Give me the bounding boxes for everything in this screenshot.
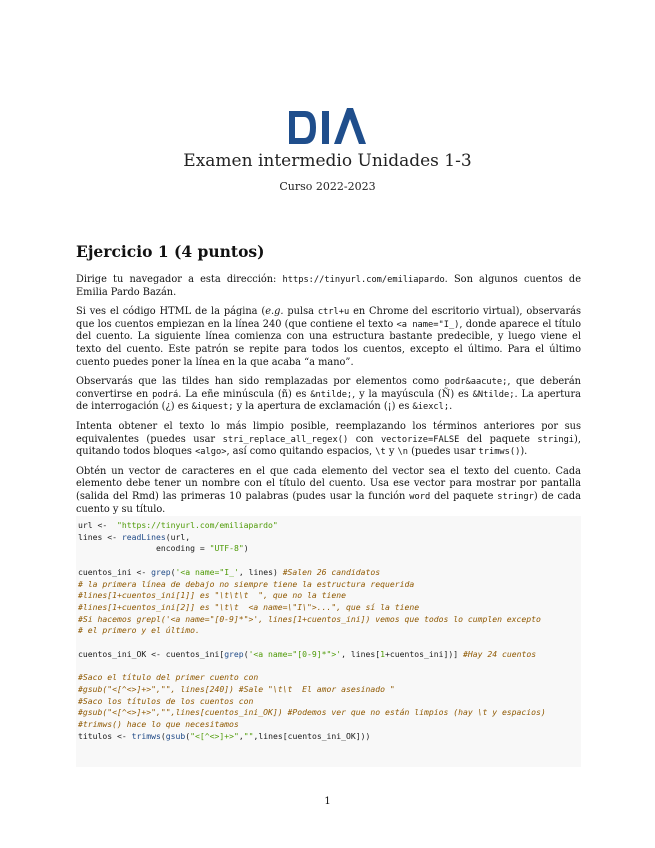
- document-subtitle: Curso 2022-2023: [279, 180, 376, 193]
- code-line: lines <- readLines(url,: [78, 531, 191, 542]
- code-comment: #trimws() hace lo que necesitamos: [78, 718, 239, 729]
- page-number: 1: [324, 796, 331, 807]
- code-block: [76, 516, 581, 767]
- code-comment: #Si hacemos grepl('<a name="[0-9]*">', lines[1+cuentos_ini]) vemos que todos lo cumplen excepto: [78, 613, 541, 624]
- code-line: titulos <- trimws(gsub("<[^<>]+>","",lines[cuentos_ini_OK])): [78, 730, 371, 741]
- code-comment: #lines[1+cuentos_ini[1]] es "\t\t\t ", que no la tiene: [78, 590, 347, 601]
- code-comment: #gsub("<[^<>]+>","",lines[cuentos_ini_OK]) #Podemos ver que no están limpios (hay \t y espacios): [78, 707, 546, 718]
- code-comment: #lines[1+cuentos_ini[2]] es "\t\t <a name=\"I\">...", que sí la tiene: [78, 601, 420, 612]
- exercise-body: [76, 274, 581, 523]
- url-link[interactable]: https://tinyurl.com/emiliapardo: [282, 275, 445, 285]
- code-comment: # el primero y el último.: [78, 625, 200, 636]
- code-line: url <- "https://tinyurl.com/emiliapardo": [78, 520, 278, 530]
- paragraph-5: Obtén un vector de caracteres en el que cada elemento del vector sea el texto del cuento. Cada elemento debe tener un nombre con el título del cuento. Usa ese vector para mostrar por pantalla (salida del Rmd) las primeras 10 palabras (pudes usar la función word del paquete stringr) de cada cuento y su título.: [76, 465, 581, 515]
- paragraph-1: Dirige tu navegador a esta dirección: https://tinyurl.com/emiliapardo. Son algunos cuentos de Emilia Pardo Bazán.: [76, 274, 582, 298]
- code-comment: # la primera línea de debajo no siempre tiene la estructura requerida: [78, 578, 415, 589]
- code-line: encoding = "UTF-8"): [78, 543, 249, 554]
- dia-logo: [289, 108, 366, 144]
- exercise-heading: Ejercicio 1 (4 puntos): [76, 242, 265, 261]
- paragraph-4: Intenta obtener el texto lo más limpio posible, reemplazando los términos anteriores por sus equivalentes (puedes usar stri_replace_all_regex() con vectorize=FALSE del paquete stringi), quitando todos bloques <algo>, así como quitando espacios, \t y \n (puedes usar trimws()).: [76, 420, 581, 458]
- code-comment: #Saco el título del primer cuento con: [78, 672, 259, 683]
- code-line: cuentos_ini_OK <- cuentos_ini[grep('<a name="[0-9]*">', lines[1+cuentos_ini])] #Hay 24 cuentos: [78, 648, 537, 659]
- code-comment: #Saco los títulos de los cuentos con: [78, 695, 254, 706]
- document-title: Examen intermedio Unidades 1-3: [183, 151, 472, 171]
- code-line: cuentos_ini <- grep('<a name="I_', lines) #Salen 26 candidatos: [78, 566, 381, 577]
- paragraph-3: Observarás que las tildes han sido remplazadas por elementos como podr&aacute;, que deberán convertirse en podrá. La eñe minúscula (ñ) es &ntilde;, y la mayúscula (Ñ) es &Ntilde;. La apertura de interrogación (¿) es &iquest; y la apertura de exclamación (¡) es &iexcl;.: [76, 376, 582, 413]
- paragraph-2: Si ves el código HTML de la página (e.g. pulsa ctrl+u en Chrome del escritorio virtual), observarás que los cuentos empiezan en la línea 240 (que contiene el texto <a name="I_), donde aparece el título del cuento. La siguiente línea comienza con una estructura bastante predecible, y luego viene el texto del cuento. Este patrón se repite para todos los cuentos, excepto el último. Para el último cuento puedes poner la línea en la que acaba “a mano”.: [76, 306, 582, 368]
- code-comment: #gsub("<[^<>]+>","", lines[240]) #Sale "\t\t El amor asesinado ": [78, 683, 395, 694]
